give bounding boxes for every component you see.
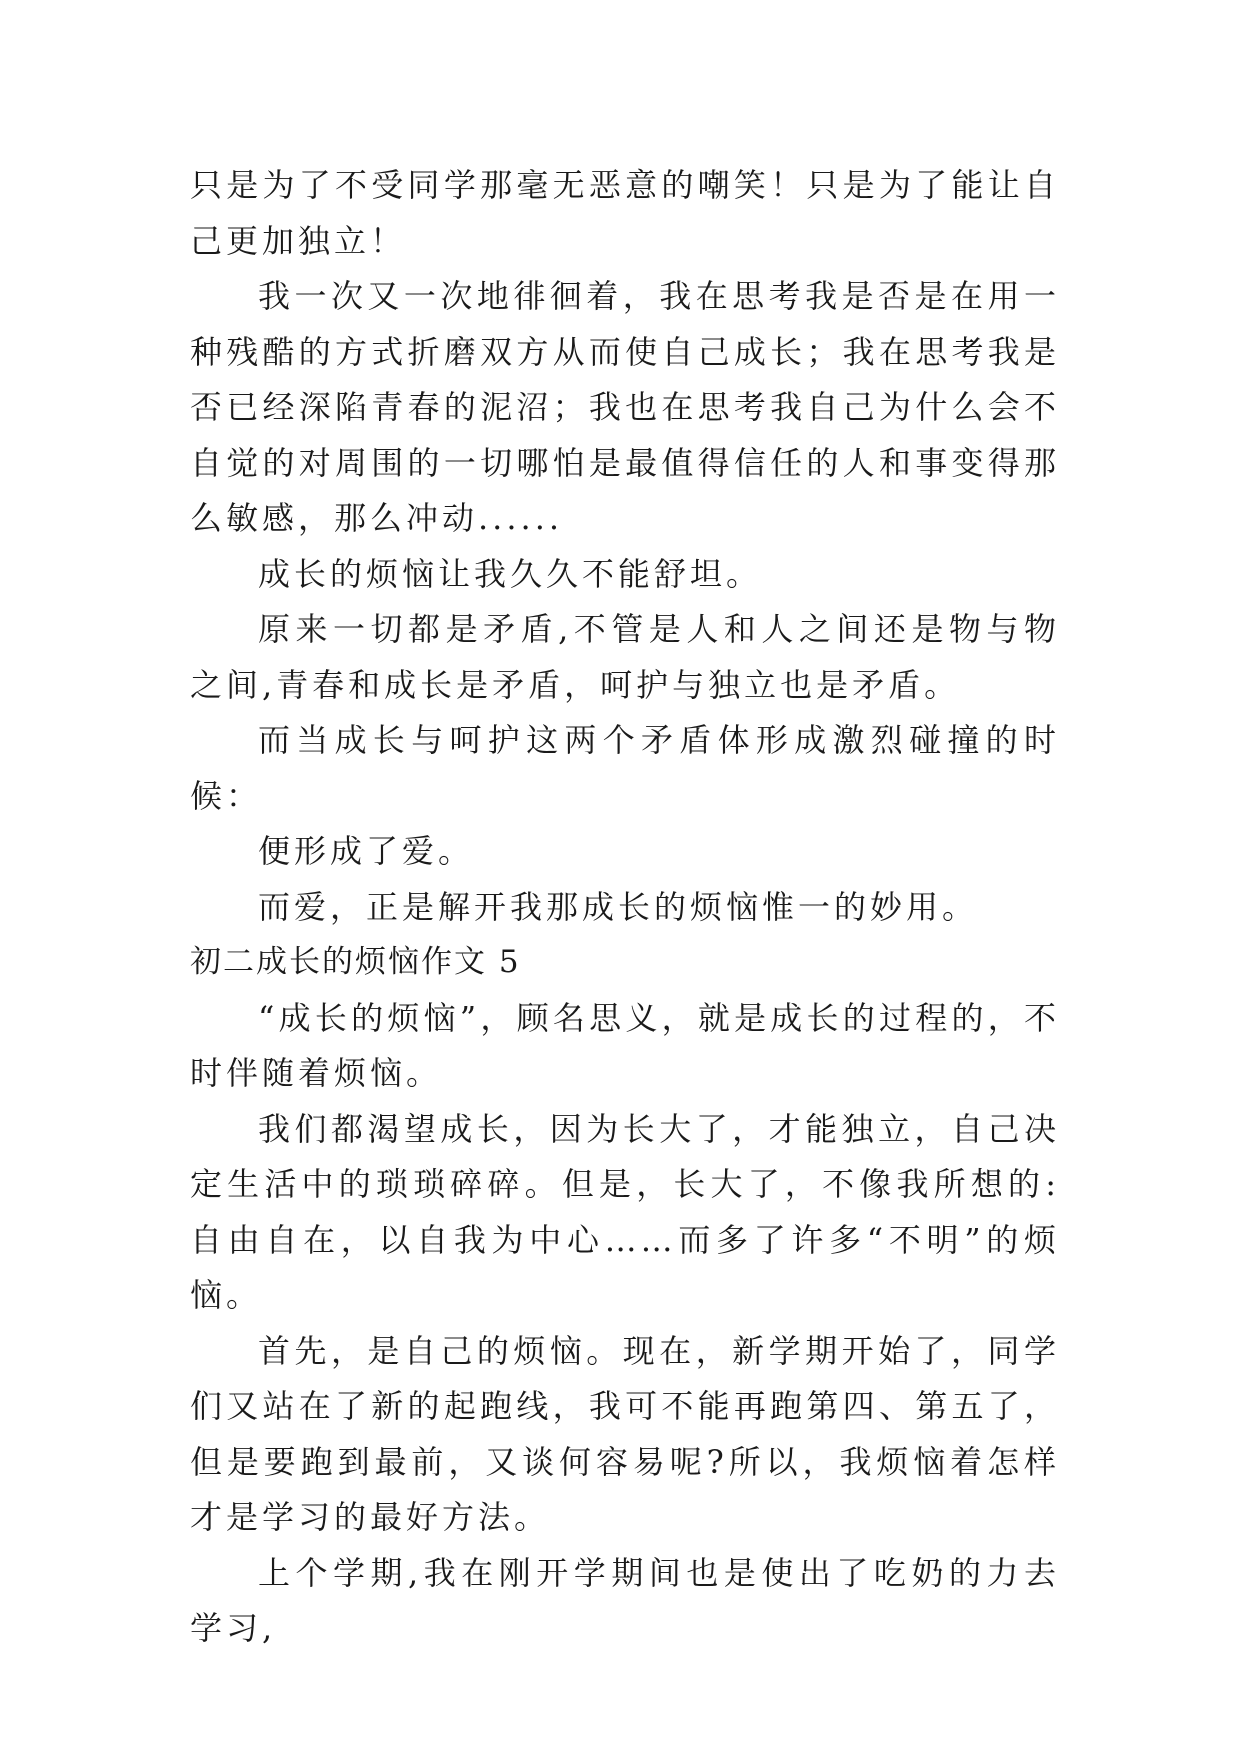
paragraph-desire-to-grow: 我们都渴望成长，因为长大了，才能独立，自己决定生活中的琐琐碎碎。但是，长大了，不像我所想的: 自由自在，以自我为中心……而多了许多“不明”的烦恼。 [190, 1109, 1060, 1314]
paragraph-contradictions: 原来一切都是矛盾,不管是人和人之间还是物与物之间,青春和成长是矛盾，呵护与独立也是矛盾。 [190, 610, 1060, 704]
document-body [190, 158, 1060, 1657]
essay-heading: 初二成长的烦恼作文 5 [190, 944, 521, 980]
paragraph-definition: “成长的烦恼”，顾名思义，就是成长的过程的，不时伴随着烦恼。 [190, 998, 1060, 1092]
paragraph-love-formed: 便形成了爱。 [258, 832, 475, 870]
paragraph-love-solution: 而爱，正是解开我那成长的烦恼惟一的妙用。 [258, 887, 979, 926]
paragraph-own-troubles: 首先，是自己的烦恼。现在，新学期开始了，同学们又站在了新的起跑线，我可不能再跑第四、第五了，但是要跑到最前，又谈何容易呢?所以，我烦恼着怎样才是学习的最好方法。 [190, 1331, 1060, 1536]
paragraph-troubles-uneasy: 成长的烦恼让我久久不能舒坦。 [258, 554, 763, 593]
paragraph-collision: 而当成长与呵护这两个矛盾体形成激烈碰撞的时候： [190, 721, 1060, 815]
paragraph-continuation: 只是为了不受同学那毫无恶意的嘲笑！只是为了能让自己更加独立！ [190, 166, 1060, 260]
paragraph-last-semester: 上个学期,我在刚开学期间也是使出了吃奶的力去学习, [190, 1553, 1060, 1647]
paragraph-hesitation: 我一次又一次地徘徊着，我在思考我是否是在用一种残酷的方式折磨双方从而使自己成长；我在思考我是否已经深陷青春的泥沼；我也在思考我自己为什么会不自觉的对周围的一切哪怕是最值得信任的人和事变得那么敏感，那么冲动...... [190, 277, 1060, 537]
